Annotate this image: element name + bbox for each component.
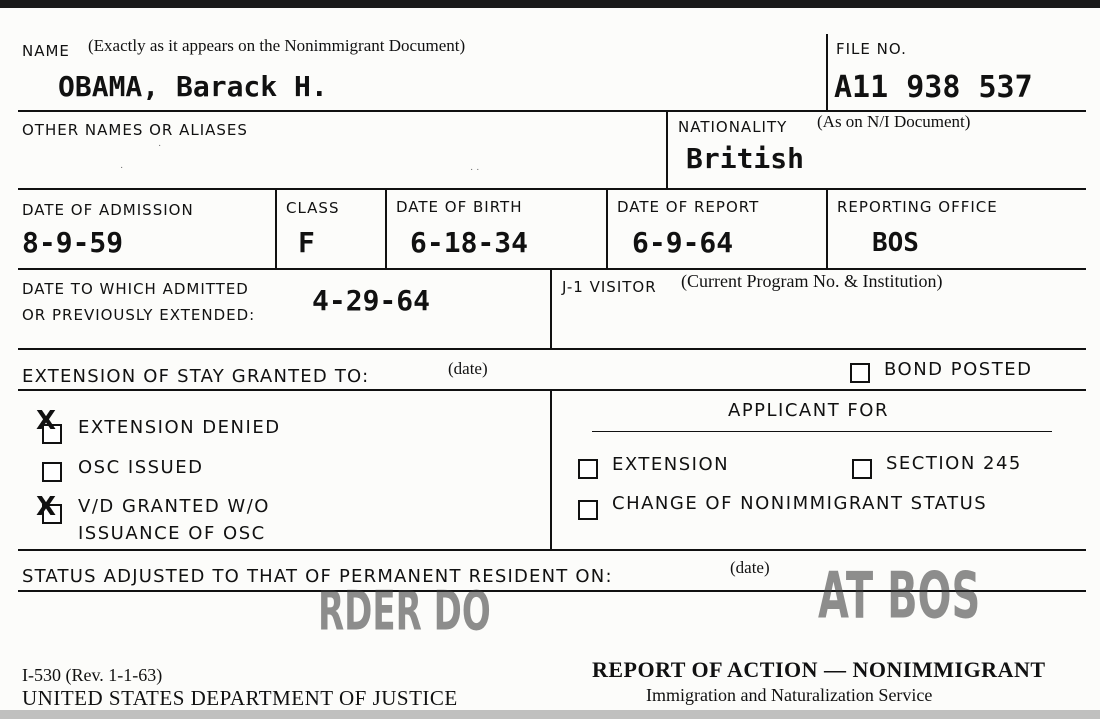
extension-denied-label: EXTENSION DENIED [78, 417, 281, 438]
form-bottom-edge [0, 710, 1100, 719]
divider [18, 389, 1086, 391]
osc-issued-checkbox[interactable] [42, 462, 62, 482]
status-adjusted-label: STATUS ADJUSTED TO THAT OF PERMANENT RESIDENT ON: [22, 566, 613, 587]
divider [826, 34, 828, 110]
name-label: NAME [22, 42, 70, 60]
name-value: OBAMA, Barack H. [58, 70, 328, 103]
vd-granted-label-line1: V/D GRANTED W/O [78, 496, 270, 517]
bond-posted-label: BOND POSTED [884, 359, 1033, 380]
nationality-label: NATIONALITY [678, 118, 788, 136]
nationality-note: (As on N/I Document) [817, 112, 971, 131]
dob-value: 6-18-34 [410, 226, 529, 259]
form-number: I-530 (Rev. 1-1-63) [22, 665, 163, 685]
j1-note: (Current Program No. & Institution) [681, 271, 943, 291]
extension-granted-note: (date) [448, 359, 488, 378]
dob-label: DATE OF BIRTH [396, 198, 523, 216]
vd-granted-check-mark: X [36, 492, 57, 522]
admission-value: 8-9-59 [22, 226, 124, 259]
divider [666, 110, 668, 188]
ink-speck: · · [470, 164, 480, 175]
applicant-for-label: APPLICANT FOR [728, 400, 889, 421]
nationality-value: British [686, 142, 805, 175]
other-names-label: OTHER NAMES OR ALIASES [22, 121, 248, 139]
admitted-to-label-line2: OR PREVIOUSLY EXTENDED: [22, 306, 256, 324]
vd-granted-label-line2: ISSUANCE OF OSC [78, 523, 266, 544]
file-no-value: A11 938 537 [834, 70, 1033, 105]
file-no-label: FILE NO. [836, 40, 907, 58]
osc-issued-label: OSC ISSUED [78, 457, 204, 478]
faded-stamp-left: RDER DO [318, 580, 491, 644]
divider [385, 188, 387, 268]
extension-denied-check-mark: X [36, 406, 57, 436]
class-value: F [298, 226, 315, 259]
form-top-edge [0, 0, 1100, 8]
bond-posted-checkbox[interactable] [850, 363, 870, 383]
divider [826, 188, 828, 268]
divider [592, 431, 1052, 432]
divider [18, 549, 1086, 551]
name-note: (Exactly as it appears on the Nonimmigrant Document) [88, 36, 466, 55]
report-title: REPORT OF ACTION — NONIMMIGRANT [592, 657, 1046, 682]
extension-granted-label: EXTENSION OF STAY GRANTED TO: [22, 366, 370, 387]
service-name: Immigration and Naturalization Service [646, 685, 933, 705]
office-value: BOS [872, 228, 919, 258]
admission-label: DATE OF ADMISSION [22, 201, 194, 219]
divider [275, 188, 277, 268]
admitted-to-label-line1: DATE TO WHICH ADMITTED [22, 280, 249, 298]
ink-speck: · [120, 162, 124, 173]
status-adjusted-note: (date) [730, 558, 770, 577]
report-date-value: 6-9-64 [632, 226, 734, 259]
class-label: CLASS [286, 199, 340, 217]
ink-speck: · [158, 140, 162, 151]
divider [606, 188, 608, 268]
divider [18, 348, 1086, 350]
section-245-checkbox[interactable] [852, 459, 872, 479]
section-245-label: SECTION 245 [886, 453, 1022, 474]
office-label: REPORTING OFFICE [837, 198, 998, 216]
extension-checkbox[interactable] [578, 459, 598, 479]
divider [550, 268, 552, 348]
faded-stamp-right: AT BOS [818, 560, 981, 634]
department-name: UNITED STATES DEPARTMENT OF JUSTICE [22, 686, 458, 710]
admitted-to-value: 4-29-64 [312, 284, 431, 317]
divider [18, 188, 1086, 190]
change-status-label: CHANGE OF NONIMMIGRANT STATUS [612, 493, 988, 514]
divider [18, 268, 1086, 270]
j1-label: J-1 VISITOR [562, 278, 657, 296]
report-date-label: DATE OF REPORT [617, 198, 760, 216]
extension-label: EXTENSION [612, 454, 730, 475]
change-status-checkbox[interactable] [578, 500, 598, 520]
divider [550, 389, 552, 549]
